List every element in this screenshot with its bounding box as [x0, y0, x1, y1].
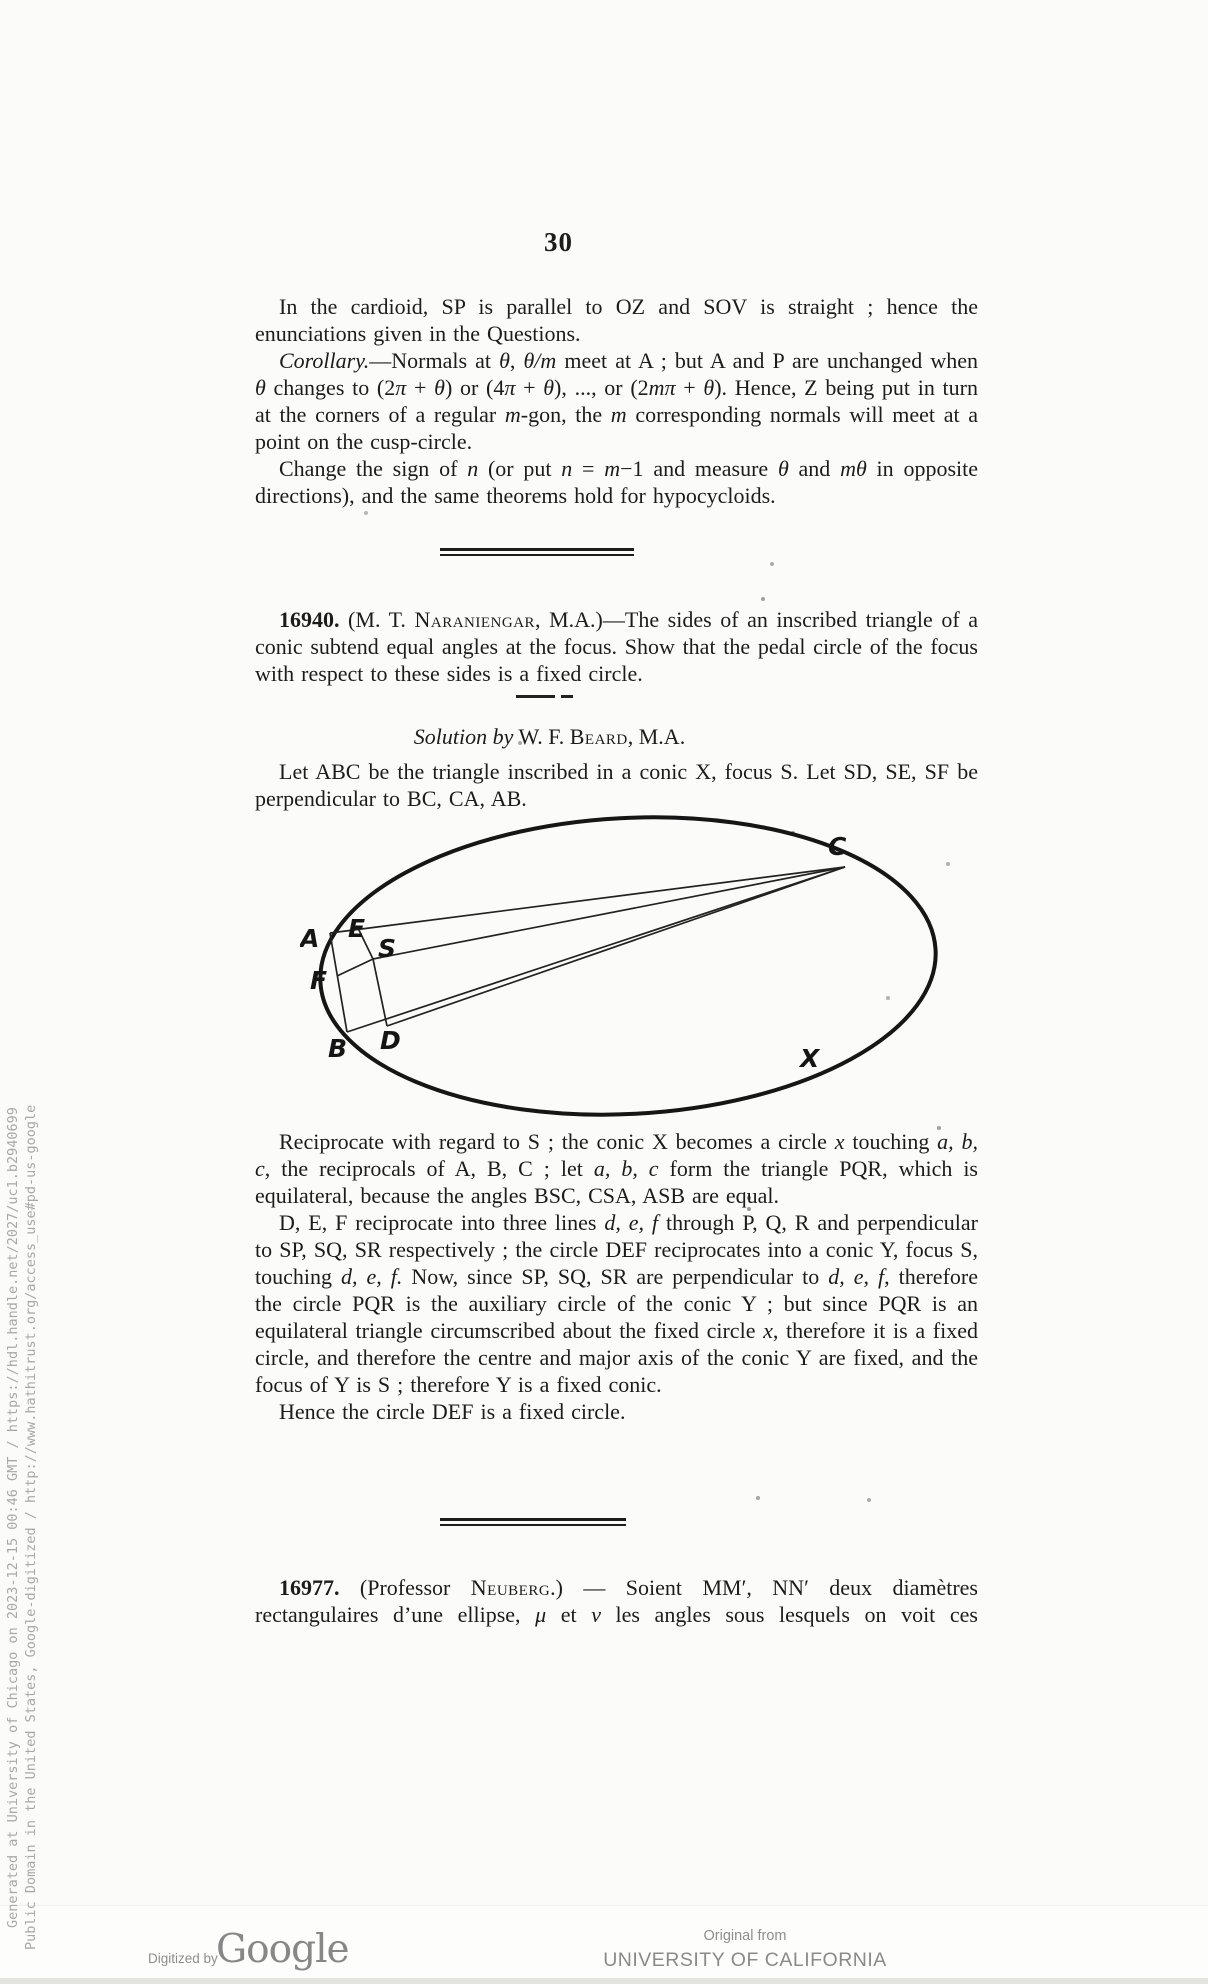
- solution-intro-paragraph: Let ABC be the triangle inscribed in a conic X, focus S. Let SD, SE, SF be perpendicular to BC, CA, AB.: [255, 759, 978, 811]
- segment-CD: [387, 867, 845, 1026]
- problem-16977-statement: 16977. (Professor Neuberg.) — Soient MM′, NN′ deux diamètres rectangulaires d’une ellipse, μ et ν les angles sous lesquels on voit ces: [255, 1575, 978, 1627]
- figure-label-F: F: [310, 966, 328, 995]
- digitized-by-label: Digitized by: [148, 1951, 218, 1966]
- paragraph-corollary: Corollary.—Normals at θ, θ/m meet at A ; but A and P are unchanged when θ changes to (2π + θ) or (4π + θ), ..., or (2mπ + θ). Hence, Z being put in turn at the corners of a regular m-gon, the m corresponding normals will meet at a point on the cusp-circle.: [255, 348, 978, 454]
- institution-label: UNIVERSITY OF CALIFORNIA: [603, 1949, 887, 1971]
- google-logo: Google: [216, 1927, 349, 1972]
- scan-page-edge: [0, 1978, 1208, 1984]
- paragraph-reciprocate: Reciprocate with regard to S ; the conic X becomes a circle x touching a, b, c, the reciprocals of A, B, C ; let a, b, c form the triangle PQR, which is equilateral, because the angles BSC, CSA, ASB are equal.: [255, 1129, 979, 1208]
- figure-label-C: C: [828, 832, 847, 861]
- original-from-label: Original from: [703, 1928, 787, 1944]
- problem-16977-block: [255, 1574, 978, 1628]
- scan-noise-specks: [0, 0, 2, 2]
- segment-SD: [373, 959, 387, 1026]
- short-dash-divider: [516, 695, 573, 698]
- problem-16940-block: [255, 606, 978, 687]
- conic-ellipse: [313, 805, 944, 1127]
- paragraph-cardioid: In the cardioid, SP is parallel to OZ and SOV is straight ; hence the enunciations given in the Questions.: [255, 294, 978, 346]
- top-text-block: [255, 293, 978, 509]
- problem-16940-statement: 16940. (M. T. Naraniengar, M.A.)—The sides of an inscribed triangle of a conic subtend equal angles at the focus. Show that the pedal circle of the focus with respect to these sides is a fixed circle.: [255, 607, 979, 686]
- double-rule-divider-2: [440, 1518, 626, 1526]
- figure-label-D: D: [380, 1026, 401, 1055]
- figure-lines: [330, 867, 845, 1032]
- sidebar-provenance-line: Generated at University of Chicago on 2023-12-15 00:46 GMT / https://hdl.handle.net/2027/uc1.b2940699: [5, 1107, 21, 1928]
- page-number: 30: [544, 227, 573, 257]
- figure-label-A: A: [300, 924, 320, 953]
- conic-figure: [300, 805, 960, 1127]
- figure-label-S: S: [378, 934, 397, 963]
- sidebar-license-line: Public Domain in the United States, Google-digitized / http://www.hathitrust.org/access_use#pd-us-google: [23, 1104, 39, 1950]
- solution-intro-block: [255, 758, 978, 812]
- figure-label-E: E: [348, 914, 366, 943]
- paragraph-hence: Hence the circle DEF is a fixed circle.: [279, 1399, 626, 1424]
- segment-SF: [337, 959, 373, 976]
- paragraph-def-reciprocate: D, E, F reciprocate into three lines d, e, f through P, Q, R and perpendicular to SP, SQ, SR respectively ; the circle DEF reciprocates into a conic Y, focus S, touching d, e, f. Now, since SP, SQ, SR are perpendicular to d, e, f, therefore the circle PQR is the auxiliary circle of the conic Y ; but since PQR is an equilateral triangle circumscribed about the fixed circle x, therefore it is a fixed circle, and therefore the centre and major axis of the conic Y are fixed, and the focus of Y is S ; therefore Y is a fixed conic.: [255, 1210, 978, 1397]
- lower-text-block: [255, 1128, 978, 1425]
- double-rule-divider-1: [440, 548, 634, 556]
- segment-AC: [330, 867, 845, 933]
- solution-heading: Solution by W. F. Beard, M.A.: [413, 724, 686, 749]
- figure-label-B: B: [328, 1034, 348, 1063]
- figure-label-X: X: [800, 1044, 820, 1073]
- paragraph-change-sign: Change the sign of n (or put n = m−1 and measure θ and mθ in opposite directions), and the same theorems hold for hypocycloids.: [255, 456, 978, 508]
